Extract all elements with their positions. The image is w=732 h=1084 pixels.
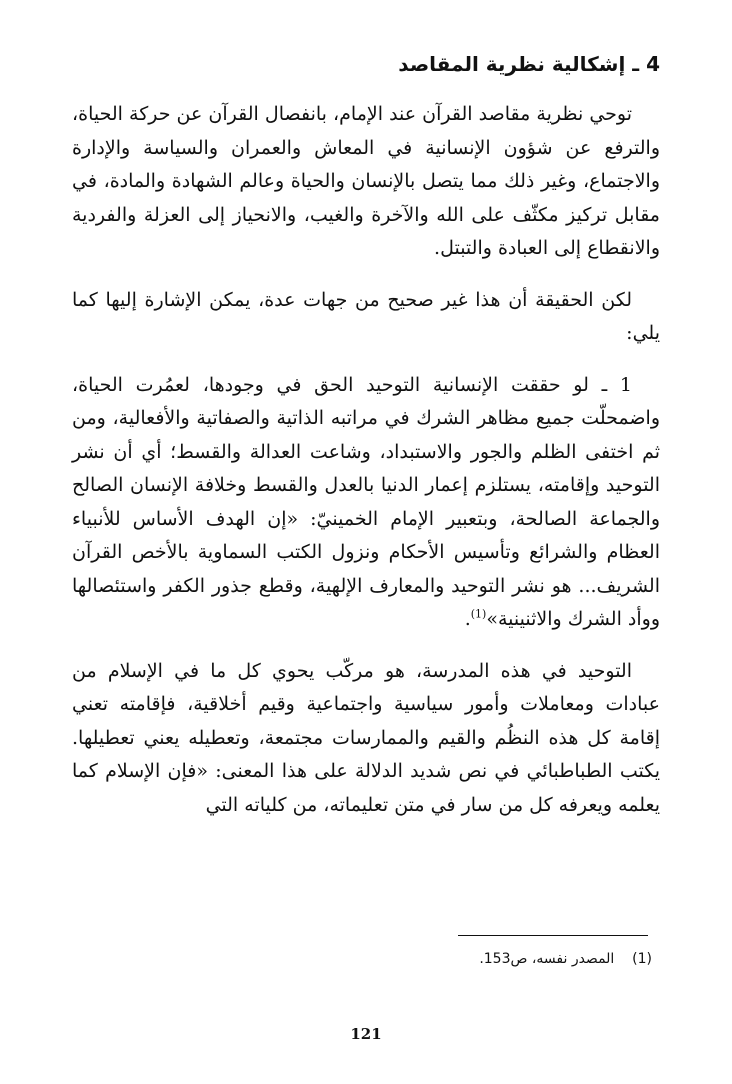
paragraph-4: التوحيد في هذه المدرسة، هو مركّب يحوي كل ما في الإسلام من عبادات ومعاملات وأمور سياسية واجتماعية وقيم أخلاقية، فإقامته تعني إقامة كل هذه النظُم والقيم والممارسات مجتمعة، وتعطيله يعني تعطيلها. يكتب الطباطبائي في نص شديد الدلالة على هذا المعنى: «فإن الإسلام كما يعلمه ويعرفه كل من سار في متن تعليماته، من كلياته التي	[72, 659, 660, 816]
footnote	[92, 948, 652, 970]
footnote-text: المصدر نفسه، ص153.	[479, 951, 615, 967]
page-body	[72, 48, 660, 840]
page-number: 121	[350, 1025, 382, 1043]
paragraph-1: توحي نظرية مقاصد القرآن عند الإمام، بانفصال القرآن عن حركة الحياة، والترفع عن شؤون الإنسانية في المعاش والعمران والسياسة والإدارة والاجتماع، وغير ذلك مما يتصل بالإنسان والحياة وعالم الشهادة والمادة، في مقابل تركيز مكثّف على الله والآخرة والغيب، والانحياز إلى العزلة والفردية والانقطاع إلى العبادة والتبتل.	[72, 103, 660, 259]
paragraph-3-end: .	[464, 608, 471, 630]
paragraph-2: لكن الحقيقة أن هذا غير صحيح من جهات عدة، يمكن الإشارة إليها كما يلي:	[72, 288, 660, 344]
footnote-divider	[458, 935, 648, 936]
footnote-reference[interactable]: (1)	[470, 607, 487, 621]
paragraph-3-text: 1 ـ لو حققت الإنسانية التوحيد الحق في وجودها، لعمُرت الحياة، واضمحلّت جميع مظاهر الشرك في مراتبه الذاتية والصفاتية والأفعالية، ومن ثم اختفى الظلم والجور والاستبداد، وشاعت العدالة والقسط؛ أي أن نشر التوحيد وإقامته، يستلزم إعمار الدنيا بالعدل والقسط وخلافة الإنسان الصالح والجماعة الصالحة، وبتعبير الإمام الخمينيّ: «إن الهدف الأساس للأنبياء العظام والشرائع وتأسيس الأحكام ونزول الكتب السماوية بالأخص القرآن الشريف... هو نشر التوحيد والمعارف الإلهية، وقطع جذور الكفر واستئصالها ووأد الشرك والاثنينية»	[72, 373, 660, 630]
footnote-marker: (1)	[632, 951, 652, 967]
section-heading: 4 ـ إشكالية نظرية المقاصد	[398, 52, 660, 76]
paragraph-3	[72, 369, 660, 637]
